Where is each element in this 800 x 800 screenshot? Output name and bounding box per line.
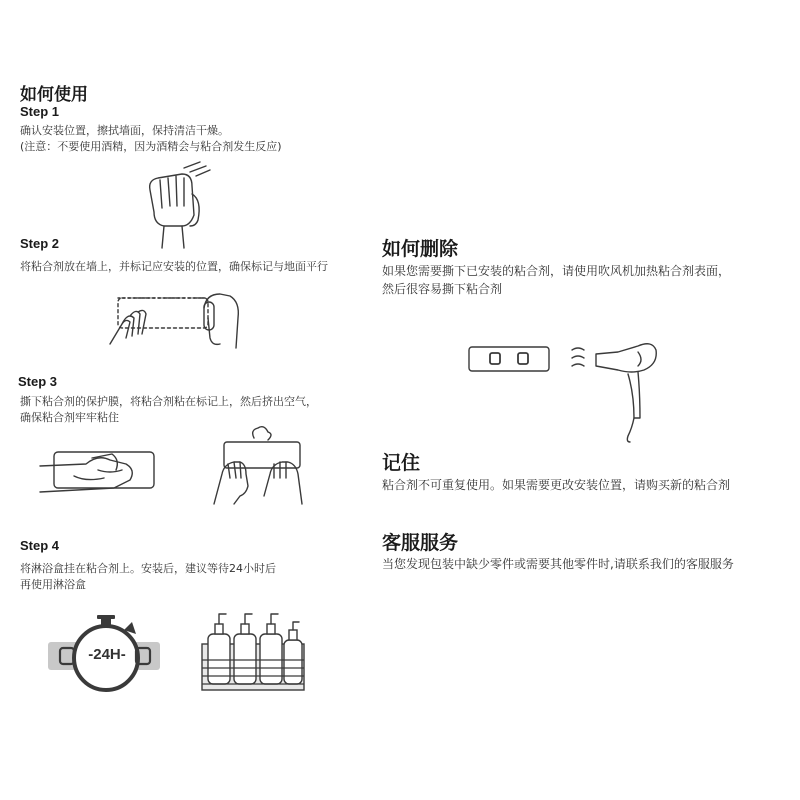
customer-service-line-1: 当您发现包装中缺少零件或需要其他零件时,请联系我们的客服服务	[382, 557, 734, 571]
hand-wiping-icon	[140, 160, 220, 250]
hair-dryer-icon	[568, 344, 668, 446]
step-2-label: Step 2	[20, 236, 60, 251]
timer-dash-left: -	[88, 646, 94, 663]
step-3-label: Step 3	[18, 374, 58, 389]
step-3-line-1: 撕下粘合剂的保护膜，将粘合剂粘在标记上，然后挤出空气，	[20, 395, 317, 408]
customer-service-text	[382, 555, 798, 573]
step-4-text	[20, 561, 360, 593]
step-4-line-2: 再使用淋浴盒	[20, 578, 86, 591]
hands-press-icon	[210, 424, 310, 506]
timer-24h-icon	[48, 614, 160, 694]
remember-title: 记住	[382, 452, 421, 474]
timer-dash-right: -	[120, 646, 126, 663]
how-to-remove-line-2: 然后很容易撕下粘合剂	[382, 282, 503, 296]
how-to-remove-title: 如何删除	[382, 238, 459, 260]
step-2-line-1: 将粘合剂放在墙上，并标记应安装的位置，确保标记与地面平行	[20, 260, 328, 273]
step-1-line-2: (注意：不要使用酒精，因为酒精会与粘合剂发生反应)	[20, 140, 282, 153]
step-3-line-2: 确保粘合剂牢牢粘住	[20, 411, 119, 424]
customer-service-title: 客服服务	[382, 532, 459, 554]
step-1-line-1: 确认安装位置，擦拭墙面，保持清洁干燥。	[20, 124, 229, 137]
step-1-text	[20, 123, 360, 155]
shower-caddy-icon	[200, 610, 308, 692]
how-to-remove-line-1: 如果您需要撕下已安装的粘合剂，请使用吹风机加热粘合剂表面，	[382, 264, 731, 278]
timer-label	[84, 646, 130, 663]
step-1-label: Step 1	[20, 104, 60, 119]
step-3-text	[20, 394, 360, 426]
adhesive-plate-icon	[468, 346, 550, 372]
step-4-line-1: 将淋浴盒挂在粘合剂上。安装后，建议等待24小时后	[20, 562, 276, 575]
remember-line-1: 粘合剂不可重复使用。如果需要更改安装位置，请购买新的粘合剂	[382, 478, 731, 492]
hand-peel-icon	[40, 440, 160, 502]
how-to-use-title: 如何使用	[20, 85, 88, 105]
step-2-text	[20, 259, 360, 275]
step-4-label: Step 4	[20, 538, 60, 553]
hand-marking-icon	[108, 288, 248, 350]
how-to-remove-text	[382, 262, 792, 298]
remember-text	[382, 476, 792, 494]
timer-text: 24H	[93, 646, 121, 663]
